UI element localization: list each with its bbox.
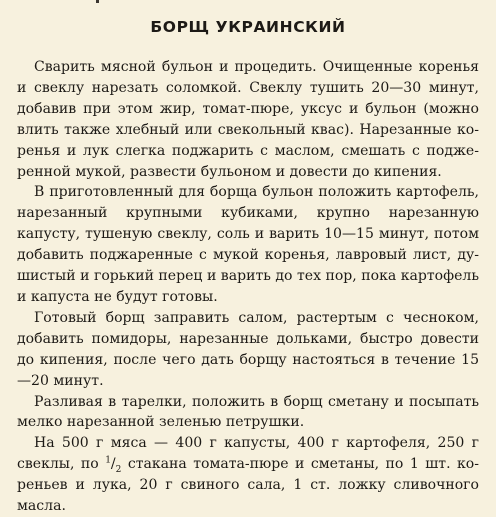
ingredients-text-start: На 500 г мяса — 400 г капусты, 400 г картофеля, 250 г свеклы, по (17, 435, 479, 473)
paragraph-ingredients (17, 433, 479, 517)
fraction-one-half: $^1/_2$ (105, 455, 122, 476)
paragraph-seasoning: Готовый борщ заправить салом, растертым с чесноком, добавить помидоры, нарезанные дольками, быстро довести до кипения, после чего дать борщу настояться в течение 15—20 минут. (17, 309, 479, 389)
page-edge-mark (96, 0, 99, 3)
paragraph-serving: Разливая в тарелки, положить в борщ сметану и посыпать мелко нарезанной зеленью петрушки. (17, 393, 479, 431)
fraction-denominator: 2 (115, 465, 122, 476)
recipe-body (17, 57, 479, 517)
recipe-title: БОРЩ УКРАИНСКИЙ (150, 18, 346, 36)
paragraph-cooking: В приготовленный для борща бульон положить картофель, нарезанный крупными кубиками, крупно нарезанную капусту, тушеную свеклу, соль и варить 10—15 минут, потом добавить поджаренные с мукой коренья, лавровый лист, душистый и горький перец и варить до тех пор, пока картофель и капуста не будут готовы. (17, 184, 479, 305)
ingredients-text-end: стакана томата-пюре и сметаны, по 1 шт. кореньев и лука, 20 г свиного сала, 1 ст. ложку сливочного масла. (17, 456, 479, 515)
fraction-numerator: 1 (105, 455, 111, 466)
paragraph-broth: Сварить мясной бульон и процедить. Очищенные коренья и свеклу нарезать соломкой. Свеклу тушить 20—30 минут, добавив при этом жир, томат-пюре, уксус и бульон (можно влить также хлебный или свекольный квас). Нарезанные коренья и лук слегка поджарить с маслом, смешать с поджеренной мукой, развести бульоном и довести до кипения. (17, 59, 479, 180)
